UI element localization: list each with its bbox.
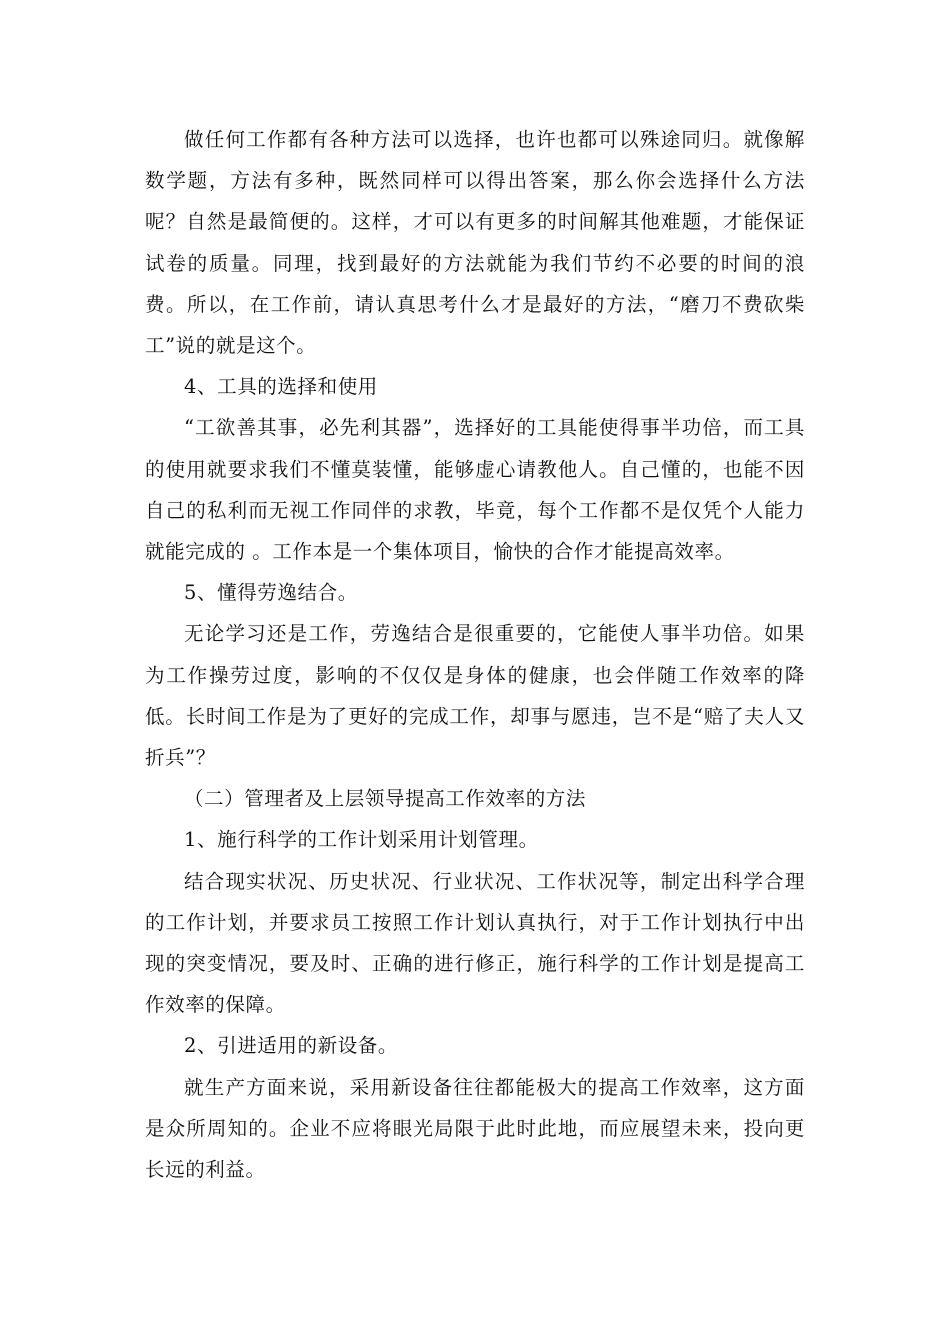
- heading-new-equipment: 2、引进适用的新设备。: [184, 1034, 399, 1058]
- paragraph-choose-best-method: 做任何工作都有各种方法可以选择，也许也都可以殊途同归。就像解数学题，方法有多种，既然同样可以得出答案，那么你会选择什么方法呢？自然是最简便的。这样，才可以有更多的时间解其他难题，才能保证试卷的质量。同理，找到最好的方法就能为我们节约不必要的时间的浪费。所以，在工作前，请认真思考什么才是最好的方法，“磨刀不费砍柴工”说的就是这个。: [145, 128, 805, 358]
- paragraph-work-rest-balance: 无论学习还是工作，劳逸结合是很重要的，它能使人事半功倍。如果为工作操劳过度，影响的不仅仅是身体的健康，也会伴随工作效率的降低。长时间工作是为了更好的完成工作，却事与愿违，岂不是“赔了夫人又折兵”？: [145, 622, 805, 770]
- paragraph-new-equipment: 就生产方面来说，采用新设备往往都能极大的提高工作效率，这方面是众所周知的。企业不应将眼光局限于此时此地，而应展望未来，投向更长远的利益。: [145, 1075, 805, 1182]
- heading-tools-selection: 4、工具的选择和使用: [184, 375, 378, 399]
- paragraph-scientific-plan: 结合现实状况、历史状况、行业状况、工作状况等，制定出科学合理的工作计划，并要求员工按照工作计划认真执行，对于工作计划执行中出现的突变情况，要及时、正确的进行修正，施行科学的工作计划是提高工作效率的保障。: [145, 869, 805, 1017]
- paragraph-tools-usage: “工欲善其事，必先利其器”，选择好的工具能使得事半功倍，而工具的使用就要求我们不懂莫装懂，能够虚心请教他人。自己懂的，也能不因自己的私利而无视工作同伴的求教，毕竟，每个工作都不是仅凭个人能力就能完成的 。工作本是一个集体项目，愉快的合作才能提高效率。: [145, 416, 805, 564]
- document-page: [145, 119, 805, 1190]
- heading-work-rest-balance: 5、懂得劳逸结合。: [184, 581, 358, 605]
- heading-managers-methods: （二）管理者及上层领导提高工作效率的方法: [184, 787, 587, 811]
- heading-scientific-plan: 1、施行科学的工作计划采用计划管理。: [184, 828, 539, 852]
